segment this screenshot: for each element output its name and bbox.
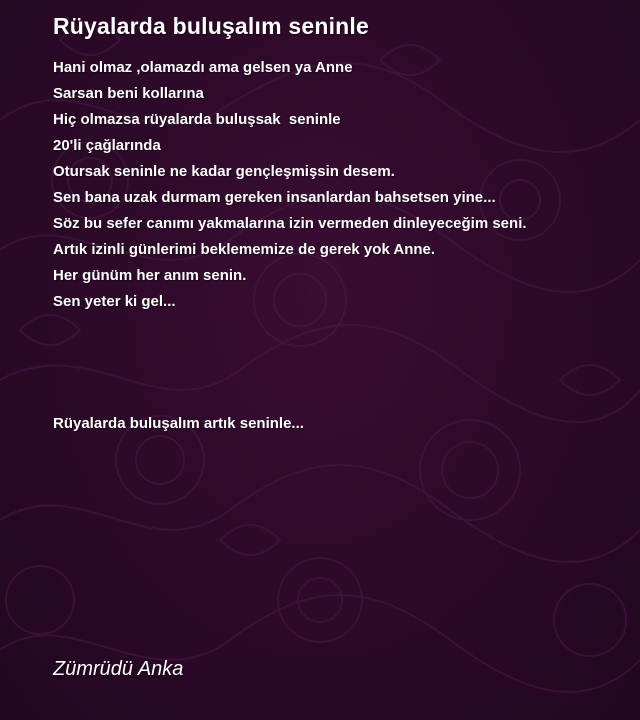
poem-line: Sarsan beni kollarına bbox=[53, 85, 204, 102]
poem-line: Hiç olmazsa rüyalarda buluşsak seninle bbox=[53, 111, 341, 128]
poem-line: Hani olmaz ,olamazdı ama gelsen ya Anne bbox=[53, 59, 353, 76]
poem-title: Rüyalarda buluşalım seninle bbox=[53, 13, 370, 39]
poem-line: Sen bana uzak durmam gereken insanlardan bahsetsen yine... bbox=[53, 189, 496, 206]
poem-line: Artık izinli günlerimi beklememize de gerek yok Anne. bbox=[53, 241, 436, 258]
poem-line: Söz bu sefer canımı yakmalarına izin vermeden dinleyeceğim seni. bbox=[53, 215, 527, 232]
poem-line: 20'li çağlarında bbox=[53, 137, 161, 154]
poem-lines bbox=[53, 55, 527, 315]
poem-closing-line: Rüyalarda buluşalım artık seninle... bbox=[53, 415, 304, 432]
poem-author: Zümrüdü Anka bbox=[53, 658, 184, 680]
poem-line: Sen yeter ki gel... bbox=[53, 293, 176, 310]
poem-line: Her günüm her anım senin. bbox=[53, 267, 247, 284]
poem-line: Otursak seninle ne kadar gençleşmişsin desem. bbox=[53, 163, 395, 180]
